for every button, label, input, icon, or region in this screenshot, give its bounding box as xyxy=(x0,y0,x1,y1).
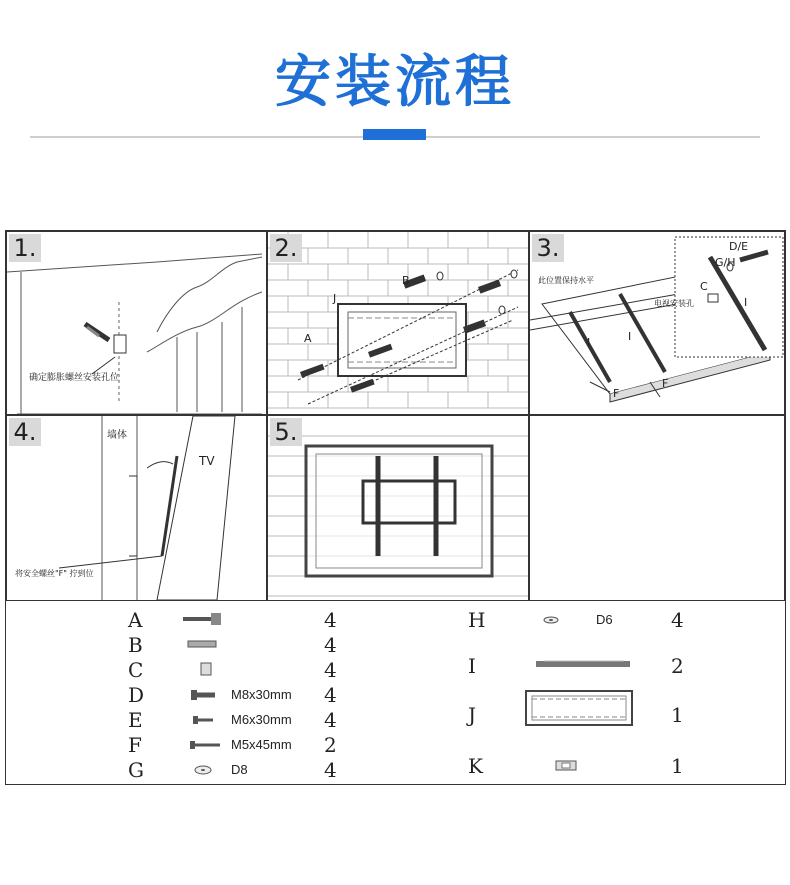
part-qty: 2 xyxy=(671,654,684,678)
screw-icon xyxy=(193,713,223,727)
parts-row xyxy=(6,683,396,707)
part-letter: B xyxy=(128,633,143,657)
step-3-label-de: D/E xyxy=(729,240,749,253)
title-accent-bar xyxy=(363,129,426,140)
parts-row xyxy=(396,654,785,678)
step-2-panel xyxy=(267,231,529,415)
bracket-arm-icon xyxy=(534,658,634,672)
part-qty: 4 xyxy=(324,608,337,632)
step-3-label-i1: I xyxy=(744,296,748,309)
parts-row xyxy=(396,754,785,778)
step-1-number: 1. xyxy=(9,234,41,262)
page-title: 安装流程 xyxy=(275,50,515,115)
long-screw-icon xyxy=(190,738,224,752)
parts-row xyxy=(6,708,396,732)
parts-row xyxy=(6,658,396,682)
washer-icon xyxy=(541,613,561,627)
part-qty: 4 xyxy=(324,658,337,682)
part-spec: D6 xyxy=(596,612,613,627)
step-3-label-c: C xyxy=(700,280,708,293)
part-qty: 4 xyxy=(671,608,684,632)
part-letter: D xyxy=(128,683,145,707)
step-3-label-gh: G/H xyxy=(715,256,736,269)
parts-row xyxy=(6,633,396,657)
part-qty: 4 xyxy=(324,683,337,707)
step-3-label-i3: I xyxy=(628,330,632,343)
part-spec: M8x30mm xyxy=(231,687,292,702)
wall-plate-icon xyxy=(524,689,636,729)
parts-row xyxy=(6,733,396,757)
parts-row xyxy=(6,608,396,632)
step-5-number: 5. xyxy=(270,418,302,446)
step-4-number: 4. xyxy=(9,418,41,446)
step-4-panel xyxy=(6,415,267,601)
step-3-label-f1: F xyxy=(613,387,620,400)
part-letter: I xyxy=(468,654,476,678)
part-letter: K xyxy=(468,754,483,778)
part-letter: E xyxy=(128,708,143,732)
parts-row xyxy=(396,608,785,632)
step-3-panel xyxy=(529,231,785,415)
parts-row xyxy=(396,703,785,727)
part-qty: 4 xyxy=(324,708,337,732)
part-qty: 4 xyxy=(324,633,337,657)
step-4-note: 将安全螺丝"F" 拧到位 xyxy=(15,569,94,578)
step-1-panel xyxy=(6,231,267,415)
parts-list xyxy=(6,600,785,786)
step-3-label-i2: I xyxy=(587,336,591,349)
step-3-note-hole: 电视安装孔 xyxy=(654,299,694,308)
step-4-wall-label: 墙体 xyxy=(107,430,127,441)
step-4-tv-label: TV xyxy=(199,454,215,468)
part-letter: J xyxy=(468,703,477,727)
instruction-grid xyxy=(5,230,786,785)
step-5-illustration xyxy=(268,416,529,601)
empty-panel xyxy=(529,415,785,601)
parts-row xyxy=(6,758,396,782)
part-letter: C xyxy=(128,658,144,682)
washer-icon xyxy=(193,763,213,777)
step-5-panel xyxy=(267,415,529,601)
part-letter: G xyxy=(128,758,144,782)
step-2-label-j: J xyxy=(333,292,337,305)
part-spec: M5x45mm xyxy=(231,737,292,752)
part-letter: H xyxy=(468,608,486,632)
step-2-label-a: A xyxy=(304,332,312,345)
level-icon xyxy=(554,759,580,773)
part-spec: D8 xyxy=(231,762,248,777)
step-3-label-f2: F xyxy=(662,377,669,390)
step-3-number: 3. xyxy=(532,234,564,262)
step-3-illustration xyxy=(530,232,785,415)
step-2-number: 2. xyxy=(270,234,302,262)
step-1-note: 确定膨胀螺丝安装孔位 xyxy=(29,373,120,383)
part-qty: 4 xyxy=(324,758,337,782)
part-qty: 1 xyxy=(671,703,684,727)
part-letter: F xyxy=(128,733,142,757)
part-spec: M6x30mm xyxy=(231,712,292,727)
part-letter: A xyxy=(128,608,143,632)
part-qty: 2 xyxy=(324,733,337,757)
step-1-illustration xyxy=(7,232,267,415)
step-2-label-b: B xyxy=(402,274,410,287)
part-qty: 1 xyxy=(671,754,684,778)
step-3-note-level: 此位置保持水平 xyxy=(538,276,594,285)
spacer-icon xyxy=(198,661,214,677)
lag-bolt-icon xyxy=(181,612,231,626)
screw-icon xyxy=(191,688,221,702)
wall-anchor-icon xyxy=(186,637,226,651)
step-2-illustration xyxy=(268,232,529,415)
